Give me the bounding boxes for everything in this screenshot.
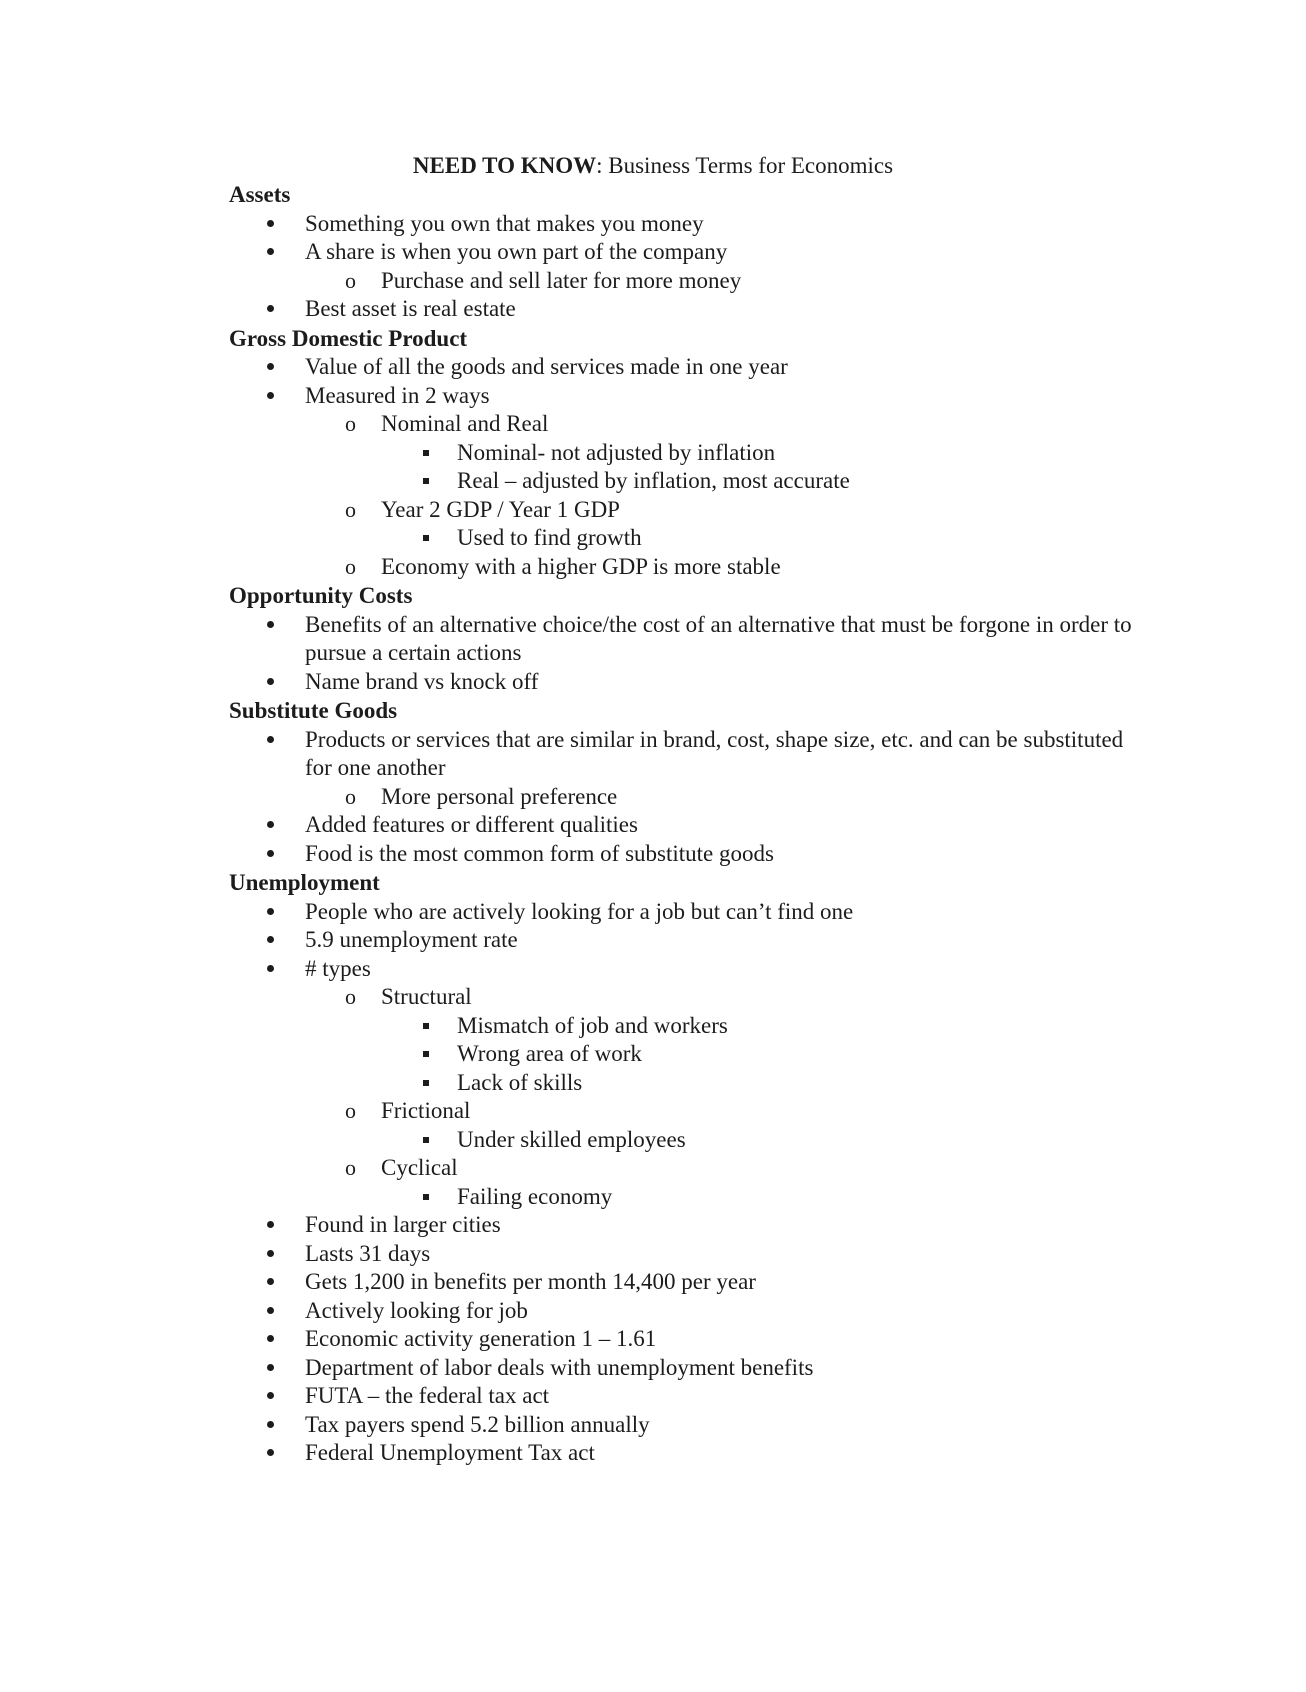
list-item-text: Best asset is real estate: [305, 296, 516, 321]
bullet-icon: [267, 1382, 287, 1411]
circle-bullet-icon: o: [345, 411, 356, 436]
sub-list-item: [305, 1097, 1149, 1154]
list-item: [229, 955, 1149, 1212]
sub-sub-list: [381, 1012, 1149, 1098]
list-item-text: Used to find growth: [457, 525, 642, 550]
list-item-text: Frictional: [381, 1098, 471, 1123]
title-rest: : Business Terms for Economics: [596, 153, 894, 178]
list-item-text: Benefits of an alternative choice/the cost of an alternative that must be forgone in order to pursue a certain actions: [305, 611, 1132, 665]
circle-bullet-icon: o: [345, 496, 356, 522]
square-bullet-icon: [423, 467, 443, 496]
list-item-text: Structural: [381, 984, 472, 1009]
bullet-icon: [267, 1411, 287, 1440]
list-item-text: More personal preference: [381, 783, 618, 809]
bullet-icon: [267, 926, 287, 955]
list-item: [229, 668, 1149, 697]
bullet-icon: [267, 1211, 287, 1240]
list-item-text: Federal Unemployment Tax act: [305, 1440, 595, 1465]
list-item-text: Mismatch of job and workers: [457, 1012, 728, 1038]
circle-bullet-icon: o: [345, 783, 356, 809]
list-item-text: Food is the most common form of substitute goods: [305, 840, 774, 866]
bullet-icon: [267, 210, 287, 239]
list-item: [229, 1411, 1149, 1440]
list-item-text: People who are actively looking for a job but can’t find one: [305, 898, 854, 924]
list-item-text: Under skilled employees: [457, 1126, 686, 1152]
list-item: [229, 898, 1149, 927]
sub-list-item: [305, 496, 1149, 553]
sub-sub-list: [381, 524, 1149, 553]
sub-list-item: [305, 783, 1149, 812]
section-heading-opportunity-costs: Opportunity Costs: [229, 583, 413, 608]
list-item-text: Added features or different qualities: [305, 812, 638, 837]
list-item: [229, 382, 1149, 582]
bullet-icon: [267, 1439, 287, 1468]
section-heading-unemployment: Unemployment: [229, 870, 380, 895]
bullet-icon: [267, 295, 287, 324]
list-item: [229, 295, 1149, 324]
list-item-text: Something you own that makes you money: [305, 210, 704, 236]
list-item-text: Measured in 2 ways: [305, 382, 490, 408]
sub-list-item: [305, 410, 1149, 496]
sub-sub-list-item: [381, 524, 1149, 553]
sub-list: [305, 267, 1149, 296]
list-item: [229, 926, 1149, 955]
list-item-text: Purchase and sell later for more money: [381, 267, 742, 293]
square-bullet-icon: [423, 1040, 443, 1069]
list-item: [229, 1354, 1149, 1383]
sub-list: [305, 983, 1149, 1211]
bullet-icon: [267, 898, 287, 927]
square-bullet-icon: [423, 439, 443, 468]
circle-bullet-icon: o: [345, 553, 356, 579]
list-item: [229, 1211, 1149, 1240]
list-item-text: Tax payers spend 5.2 billion annually: [305, 1411, 650, 1437]
section-heading-assets: Assets: [229, 182, 291, 207]
assets-list: [229, 210, 1149, 324]
list-item-text: Failing economy: [457, 1183, 613, 1209]
list-item-text: Gets 1,200 in benefits per month 14,400 per year: [305, 1269, 756, 1294]
square-bullet-icon: [423, 1183, 443, 1212]
square-bullet-icon: [423, 1012, 443, 1041]
bullet-icon: [267, 1325, 287, 1354]
sub-list: [305, 410, 1149, 581]
document-title: [0, 152, 1306, 180]
sub-list-item: [305, 553, 1149, 582]
opportunity-list: [229, 611, 1149, 697]
bullet-icon: [267, 353, 287, 382]
title-emphasis: NEED TO KNOW: [412, 153, 597, 178]
square-bullet-icon: [423, 1126, 443, 1155]
list-item-text: Wrong area of work: [457, 1041, 642, 1066]
sub-sub-list-item: [381, 439, 1149, 468]
list-item-text: A share is when you own part of the company: [305, 239, 728, 264]
bullet-icon: [267, 668, 287, 697]
bullet-icon: [267, 1354, 287, 1383]
circle-bullet-icon: o: [345, 1155, 356, 1180]
sub-sub-list-item: [381, 1126, 1149, 1155]
sub-list: [305, 783, 1149, 812]
sub-sub-list: [381, 1183, 1149, 1212]
sub-list-item: [305, 983, 1149, 1097]
bullet-icon: [267, 1297, 287, 1326]
bullet-icon: [267, 811, 287, 840]
list-item-text: Cyclical: [381, 1155, 458, 1180]
bullet-icon: [267, 1268, 287, 1297]
square-bullet-icon: [423, 1069, 443, 1098]
bullet-icon: [267, 955, 287, 984]
sub-sub-list-item: [381, 1183, 1149, 1212]
list-item-text: Actively looking for job: [305, 1297, 528, 1323]
list-item: [229, 353, 1149, 382]
list-item-text: Nominal and Real: [381, 411, 549, 436]
list-item: [229, 1268, 1149, 1297]
list-item-text: Products or services that are similar in brand, cost, shape size, etc. and can be substituted for one another: [305, 726, 1124, 780]
sub-sub-list-item: [381, 1040, 1149, 1069]
list-item-text: 5.9 unemployment rate: [305, 927, 518, 952]
list-item-text: Economy with a higher GDP is more stable: [381, 553, 781, 579]
list-item-text: # types: [305, 955, 371, 981]
list-item: [229, 238, 1149, 295]
unemployment-list: [229, 898, 1149, 1468]
sub-sub-list-item: [381, 467, 1149, 496]
list-item-text: Name brand vs knock off: [305, 668, 539, 694]
sub-sub-list-item: [381, 1012, 1149, 1041]
list-item-text: Lack of skills: [457, 1069, 583, 1095]
sub-list-item: [305, 1154, 1149, 1211]
list-item: [229, 1240, 1149, 1269]
list-item: [229, 611, 1149, 668]
square-bullet-icon: [423, 524, 443, 553]
bullet-icon: [267, 611, 287, 640]
list-item: [229, 1325, 1149, 1354]
sub-sub-list: [381, 1126, 1149, 1155]
bullet-icon: [267, 382, 287, 411]
list-item: [229, 210, 1149, 239]
list-item: [229, 1382, 1149, 1411]
circle-bullet-icon: o: [345, 1098, 356, 1123]
circle-bullet-icon: o: [345, 984, 356, 1009]
section-heading-gdp: Gross Domestic Product: [229, 325, 468, 351]
document-body: [229, 180, 1149, 1468]
list-item-text: Value of all the goods and services made in one year: [305, 354, 788, 379]
substitute-list: [229, 726, 1149, 869]
gdp-list: [229, 353, 1149, 581]
list-item: [229, 811, 1149, 840]
circle-bullet-icon: o: [345, 267, 356, 293]
list-item: [229, 840, 1149, 869]
bullet-icon: [267, 840, 287, 869]
list-item: [229, 1439, 1149, 1468]
list-item-text: Found in larger cities: [305, 1212, 501, 1237]
list-item-text: Lasts 31 days: [305, 1240, 431, 1266]
list-item-text: Department of labor deals with unemployment benefits: [305, 1354, 814, 1380]
list-item-text: FUTA – the federal tax act: [305, 1383, 550, 1408]
list-item: [229, 1297, 1149, 1326]
sub-sub-list-item: [381, 1069, 1149, 1098]
list-item-text: Economic activity generation 1 – 1.61: [305, 1326, 657, 1351]
list-item-text: Year 2 GDP / Year 1 GDP: [381, 496, 620, 522]
list-item-text: Nominal- not adjusted by inflation: [457, 439, 776, 465]
list-item: [229, 726, 1149, 812]
sub-list-item: [305, 267, 1149, 296]
list-item-text: Real – adjusted by inflation, most accurate: [457, 468, 850, 493]
section-heading-substitute-goods: Substitute Goods: [229, 698, 398, 723]
bullet-icon: [267, 1240, 287, 1269]
bullet-icon: [267, 238, 287, 267]
bullet-icon: [267, 726, 287, 755]
sub-sub-list: [381, 439, 1149, 496]
